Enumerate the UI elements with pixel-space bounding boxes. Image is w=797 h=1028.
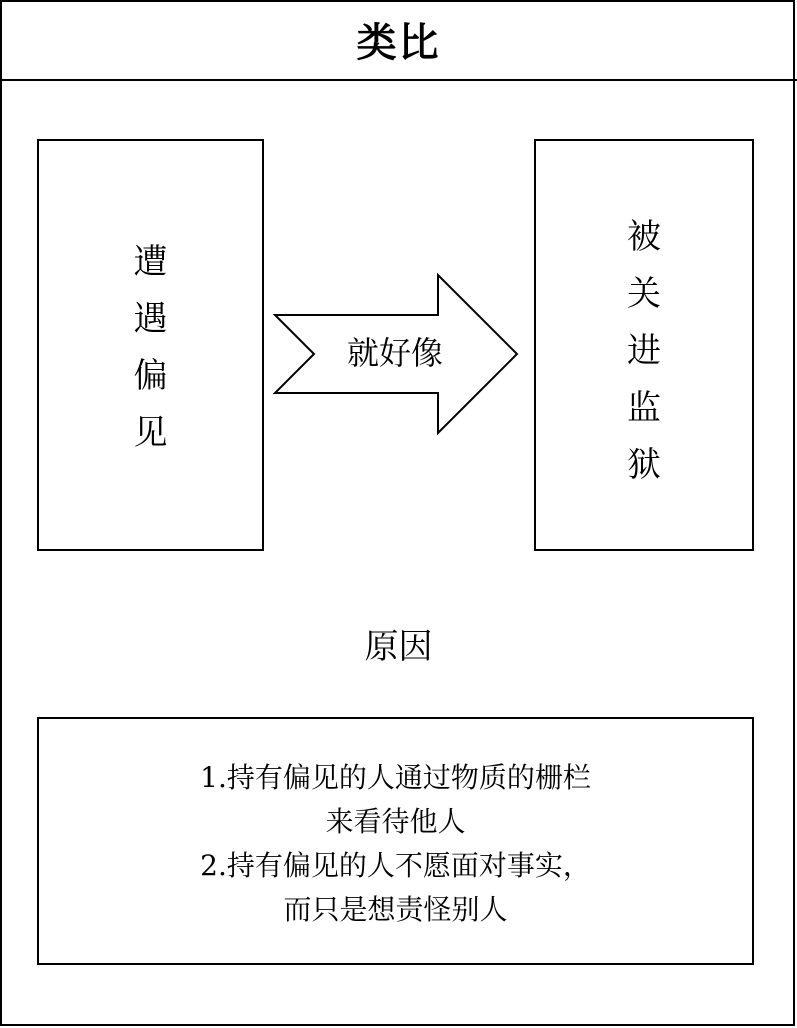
reason-heading: 原因 bbox=[364, 627, 433, 667]
reason-line: 来看待他人 bbox=[325, 805, 466, 838]
reason-box bbox=[37, 717, 754, 965]
header bbox=[0, 0, 797, 81]
analogy-target-text bbox=[536, 209, 752, 494]
target-char: 监 bbox=[627, 388, 661, 428]
reason-line: 1.持有偏见的人通过物质的栅栏 bbox=[200, 761, 591, 794]
target-char: 狱 bbox=[627, 445, 661, 485]
analogy-source-box bbox=[37, 139, 264, 551]
source-char: 遇 bbox=[133, 299, 168, 339]
reason-line: 而只是想责怪别人 bbox=[283, 893, 508, 926]
target-char: 被 bbox=[627, 217, 661, 257]
target-char: 进 bbox=[627, 331, 661, 371]
source-char: 遭 bbox=[133, 242, 168, 282]
analogy-target-box bbox=[534, 139, 754, 551]
source-char: 见 bbox=[133, 413, 168, 453]
analogy-source-text bbox=[39, 234, 262, 462]
source-char: 偏 bbox=[133, 356, 168, 396]
page-title: 类比 bbox=[356, 20, 441, 66]
arrow-label: 就好像 bbox=[346, 334, 443, 372]
target-char: 关 bbox=[627, 274, 661, 314]
reason-line: 2.持有偏见的人不愿面对事实， bbox=[200, 849, 591, 882]
reason-lines bbox=[39, 756, 752, 932]
